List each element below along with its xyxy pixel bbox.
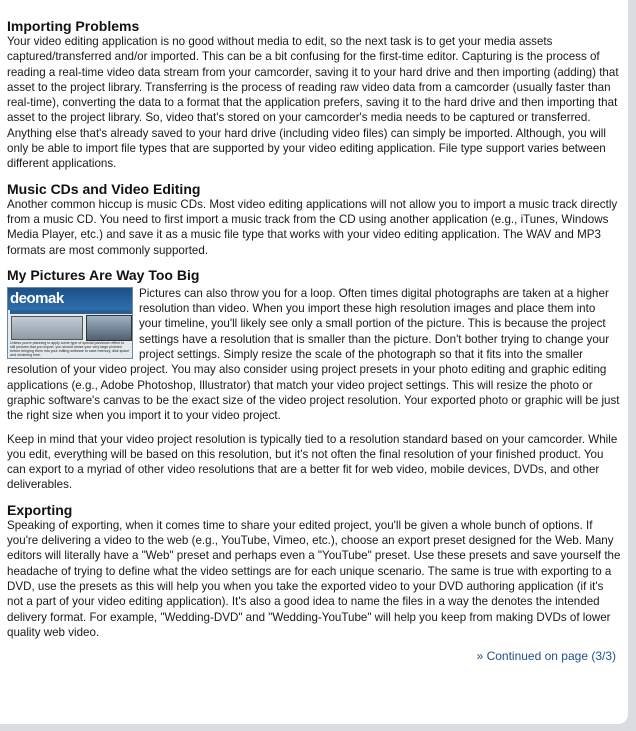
section-heading: Exporting	[7, 501, 73, 518]
continue-link-row	[7, 649, 621, 663]
thumbnail-software-window	[11, 316, 83, 340]
section-pictures-too-big	[7, 267, 621, 493]
section-paragraph: Pictures can also throw you for a loop. Often times digital photographs are taken at a higher resolution than video. When you import these high resolution images and place them into your timeline, you'll likely see only a small portion of the picture. This is because the project settings have a resolution that is smaller than the picture. Don't bother trying to change your project settings. Simply resize the scale of the photograph so that it fits into the smaller resolution of your video project. You may also consider using project presets in your photo editing and graphic editing applications (e.g., Adobe Photoshop, Illustrator) that match your video project settings. This will resize the photo or graphic software's canvas to be the exact size of the video project resolution. Your exported photo or graphic will be just the right size when you import it to your video project.	[7, 286, 620, 423]
section-importing-problems	[7, 18, 621, 172]
section-heading: My Pictures Are Way Too Big	[7, 266, 200, 283]
section-music-cds	[7, 181, 621, 258]
thumbnail-caption: Unless you're planning to apply some type of special pan/zoom effect to still pictures that you import, you should resize your very large pictures before bringing them into your editing software to save memory, disk space and rendering time.	[10, 340, 130, 357]
article-thumbnail-image[interactable]	[7, 287, 133, 359]
section-paragraph: Your video editing application is no good without media to edit, so the next task is to get your media assets captured/transferred and/or imported. This can be a bit confusing for the first-time editor. Capturing is the process of reading a real-time video data stream from your camcorder, saving it to your hard drive and then importing (adding) that asset to the project library. Transferring is the process of reading raw video data from a camcorder (usually faster than real-time), converting the data to a format that the application prefers, saving it to the hard drive and then importing that asset to the project library. So, video that's stored on your camcorder's media needs to be captured or transferred. Anything else that's already saved to your hard drive (including video files) can simply be imported. Although, you will only be able to import file types that are supported by your video editing application. File type support varies between different applications.	[7, 35, 619, 171]
section-exporting	[7, 502, 621, 640]
section-heading: Importing Problems	[7, 18, 140, 34]
thumbnail-software-window	[86, 315, 132, 341]
continue-link[interactable]: » Continued on page (3/3)	[476, 649, 616, 664]
section-heading: Music CDs and Video Editing	[7, 180, 201, 197]
section-paragraph: Keep in mind that your video project resolution is typically tied to a resolution standard based on your camcorder. While you edit, everything will be based on this resolution, but it's not often the final resolution of your finished product. You can export to a myriad of other video resolutions that are a better fit for web video, mobile devices, DVDs, and other deliverables.	[7, 432, 618, 492]
section-paragraph: Speaking of exporting, when it comes time to share your edited project, you'll be given a whole bunch of options. If you're delivering a video to the web (e.g., YouTube, Vimeo, etc.), choose an export preset designed for the Web. Many editors will literally have a "Web" preset and perhaps even a "YouTube" preset. Use these presets and save yourself the headache of trying to define what the video settings are for each unique scenario. The same is true with exporting to a DVD, use the presets as this will help you when you take the exported video to your DVD authoring application (if it's not a part of your video editing application). It's also a good idea to name the files in a way the denotes the intended delivery format. For example, "Wedding-DVD" and "Wedding-YouTube" will help you keep from making DVDs of lower quality web video.	[7, 518, 621, 639]
thumbnail-banner-strip	[10, 310, 133, 314]
section-paragraph: Another common hiccup is music CDs. Most video editing applications will not allow you to import a music track directly from a music CD. You need to first import a music track from the CD using another application (e.g., iTunes, Windows Media Player, etc.) and save it as a music file type that works with your video editing application. The WAV and MP3 formats are most commonly supported.	[7, 197, 618, 257]
thumbnail-banner: deomak	[8, 288, 132, 310]
